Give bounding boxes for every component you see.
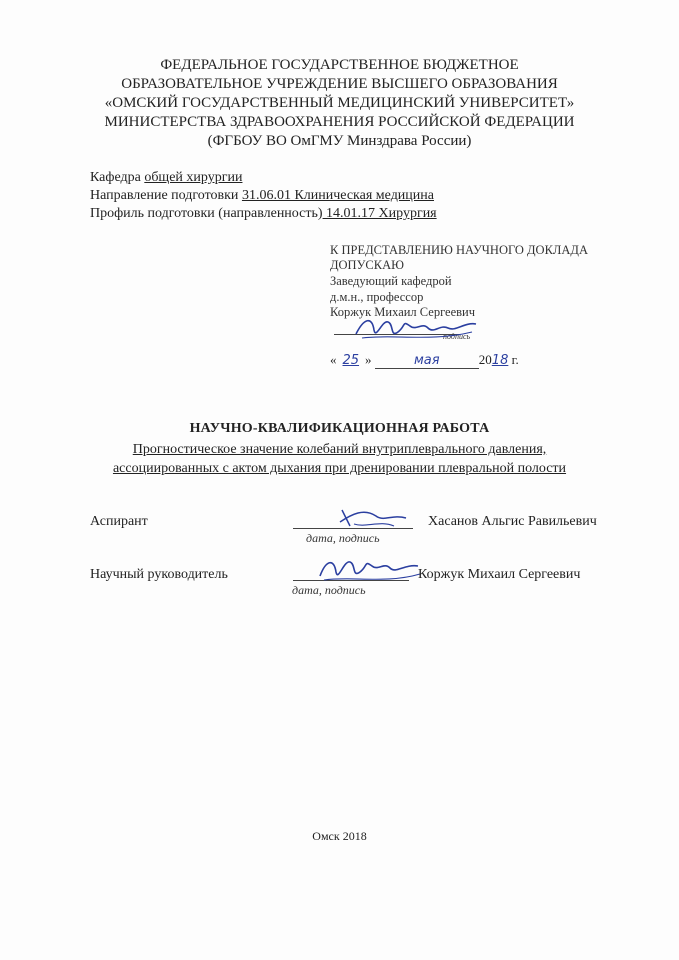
org-line-3: «ОМСКИЙ ГОСУДАРСТВЕННЫЙ МЕДИЦИНСКИЙ УНИВЕРСИТЕТ» [104, 95, 575, 111]
date-month-field [375, 352, 479, 369]
aspirant-name: Хасанов Альгис Равильевич [428, 514, 597, 529]
department-label: Кафедра [90, 170, 141, 185]
department-line [90, 169, 242, 187]
org-line-2: ОБРАЗОВАТЕЛЬНОЕ УЧРЕЖДЕНИЕ ВЫСШЕГО ОБРАЗОВАНИЯ [121, 76, 558, 92]
approval-name: Коржук Михаил Сергеевич [330, 305, 476, 319]
date-month: мая [414, 353, 440, 368]
department-value: общей хирургии [144, 170, 243, 185]
direction-line [90, 187, 434, 205]
date-year-suffix: 18 [491, 353, 509, 368]
date-open-quote: « [330, 352, 337, 367]
profile-label: Профиль подготовки (направленность) [90, 206, 323, 221]
approval-sign-caption: подпись [443, 332, 471, 341]
aspirant-label: Аспирант [90, 514, 148, 529]
aspirant-sign-caption: дата, подпись [306, 531, 380, 545]
approval-signature-image [352, 312, 482, 348]
direction-value: 31.06.01 Клиническая медицина [241, 188, 434, 203]
approval-line-1: К ПРЕДСТАВЛЕНИЮ НАУЧНОГО ДОКЛАДА [330, 243, 588, 257]
supervisor-sign-caption: дата, подпись [292, 583, 366, 597]
work-subtitle-1: Прогностическое значение колебаний внутриплеврального давления, [132, 442, 547, 457]
work-subtitle-2: ассоциированных с актом дыхания при дренировании плевральной полости [112, 461, 567, 476]
date-year-prefix: 20 [478, 352, 492, 367]
org-line-1: ФЕДЕРАЛЬНОЕ ГОСУДАРСТВЕННОЕ БЮДЖЕТНОЕ [160, 57, 519, 73]
approval-line-2: ДОПУСКАЮ [330, 258, 404, 272]
direction-label: Направление подготовки [90, 188, 239, 203]
profile-line [90, 205, 437, 223]
supervisor-label: Научный руководитель [90, 567, 228, 582]
profile-value: 14.01.17 Хирургия [322, 206, 437, 221]
aspirant-signature-image [336, 504, 416, 534]
supervisor-name: Коржук Михаил Сергеевич [418, 567, 581, 582]
approval-position: Заведующий кафедрой [330, 274, 452, 288]
date-close-quote: » [365, 352, 372, 367]
approval-date [330, 352, 620, 369]
city-year: Омск 2018 [312, 829, 367, 843]
org-line-4: МИНИСТЕРСТВА ЗДРАВООХРАНЕНИЯ РОССИЙСКОЙ ФЕДЕРАЦИИ [104, 114, 575, 130]
date-day: 25 [342, 353, 360, 368]
date-g: г. [511, 352, 519, 367]
work-title: НАУЧНО-КВАЛИФИКАЦИОННАЯ РАБОТА [189, 421, 490, 436]
approval-degree: д.м.н., профессор [330, 290, 424, 304]
org-line-5: (ФГБОУ ВО ОмГМУ Минздрава России) [207, 133, 472, 149]
